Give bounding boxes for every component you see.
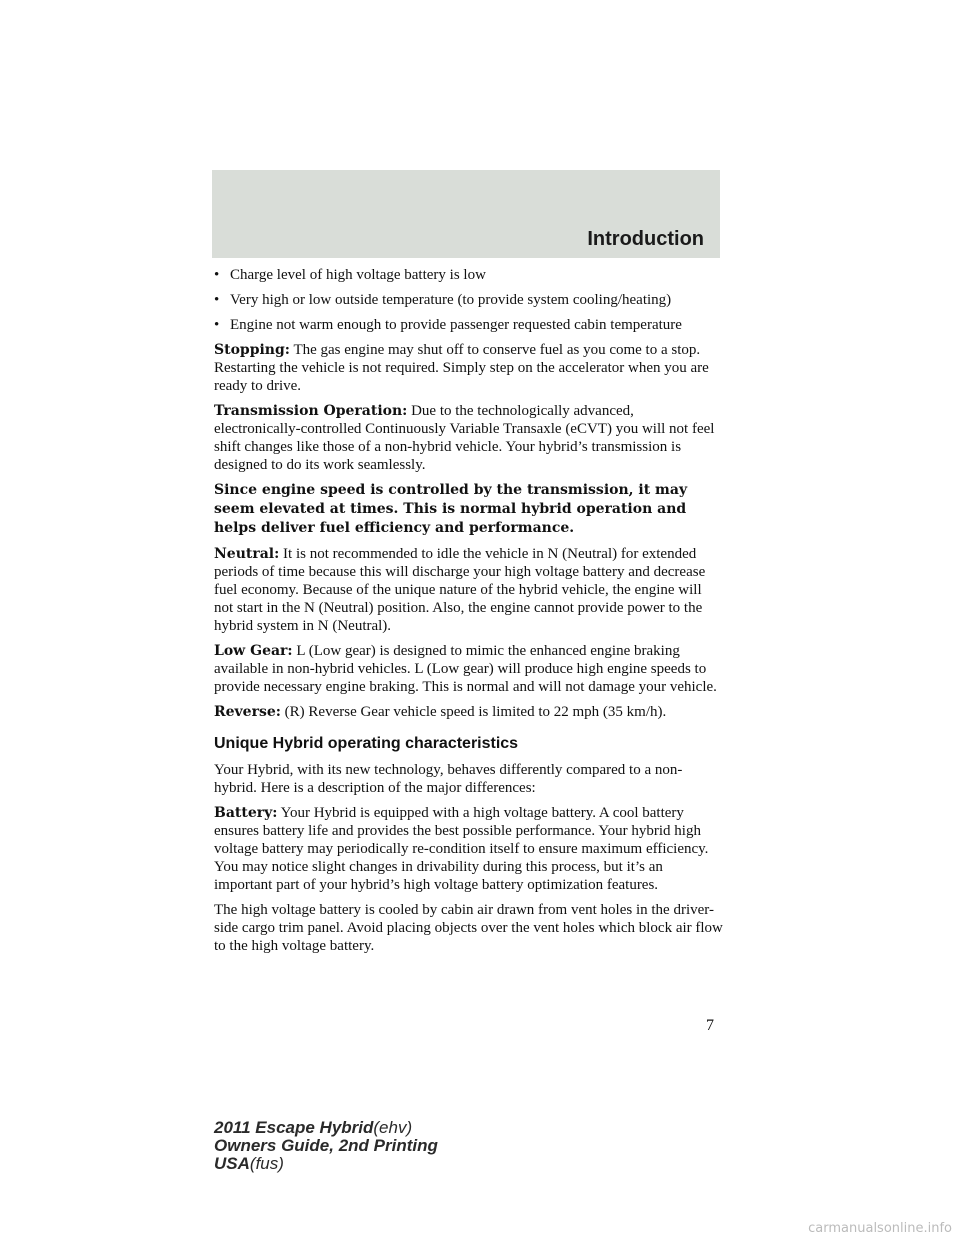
- section-heading: Unique Hybrid operating characteristics: [214, 735, 519, 752]
- reverse-text: (R) Reverse Gear vehicle speed is limited to 22 mph (35 km/h).: [284, 704, 667, 720]
- footer-model-code: (ehv): [373, 1118, 413, 1137]
- footer-line-1: [214, 1119, 438, 1137]
- footer-market: USA: [214, 1154, 250, 1173]
- transmission-lead: Transmission Operation:: [214, 403, 408, 419]
- footer: [214, 1119, 438, 1173]
- reverse-lead: Reverse:: [214, 704, 281, 720]
- list-item: [214, 291, 724, 309]
- list-item: [214, 266, 724, 284]
- low-gear-text: L (Low gear) is designed to mimic the enhanced engine braking available in non-hybrid vehicles. L (Low gear) will produce high engine speeds to provide necessary engine braking. This is normal and will not damage your vehicle.: [214, 643, 717, 695]
- section-header-band: [212, 170, 720, 258]
- page-number: 7: [706, 1017, 714, 1034]
- page-content: [214, 266, 724, 962]
- battery-text: Your Hybrid is equipped with a high voltage battery. A cool battery ensures battery life and provides the best possible performance. Your hybrid high voltage battery may periodically re-condition itself to ensure maximum efficiency. You may notice slight changes in drivability during this process, but it’s an important part of your hybrid’s high voltage battery optimization features.: [214, 805, 709, 893]
- list-item: [214, 316, 724, 334]
- low-gear-lead: Low Gear:: [214, 643, 293, 659]
- bullet-text: Engine not warm enough to provide passenger requested cabin temperature: [230, 317, 682, 333]
- low-gear-paragraph: [214, 642, 724, 696]
- neutral-text: It is not recommended to idle the vehicle in N (Neutral) for extended periods of time because this will discharge your high voltage battery and decrease fuel economy. Because of the unique nature of the hybrid vehicle, the engine will not start in the N (Neutral) position. Also, the engine cannot provide power to the hybrid system in N (Neutral).: [214, 546, 706, 634]
- stopping-paragraph: [214, 341, 724, 395]
- battery-paragraph: [214, 804, 724, 894]
- battery-lead: Battery:: [214, 805, 278, 821]
- footer-line-2: Owners Guide, 2nd Printing: [214, 1136, 438, 1155]
- bullet-icon: •: [214, 292, 220, 308]
- transmission-text: Due to the technologically advanced, electronically-controlled Continuously Variable Transaxle (eCVT) you will not feel shift changes like those of a non-hybrid vehicle. Your hybrid’s transmission is designed to do its work seamlessly.: [214, 403, 715, 473]
- cooling-paragraph: The high voltage battery is cooled by cabin air drawn from vent holes in the driver-side cargo trim panel. Avoid placing objects over the vent holes which block air flow to the high voltage battery.: [214, 902, 723, 954]
- bullet-icon: •: [214, 267, 220, 283]
- reverse-paragraph: [214, 703, 724, 721]
- neutral-lead: Neutral:: [214, 546, 280, 562]
- transmission-paragraph: [214, 402, 724, 474]
- section-intro: Your Hybrid, with its new technology, behaves differently compared to a non-hybrid. Here is a description of the major differences:: [214, 762, 683, 796]
- stopping-lead: Stopping:: [214, 342, 290, 358]
- footer-market-code: (fus): [249, 1154, 284, 1173]
- bullet-text: Very high or low outside temperature (to provide system cooling/heating): [230, 292, 672, 308]
- watermark: carmanualsonline.info: [808, 1221, 952, 1236]
- footer-line-3: [214, 1155, 438, 1173]
- engine-speed-note: Since engine speed is controlled by the transmission, it may seem elevated at times. This is normal hybrid operation and helps deliver fuel efficiency and performance.: [214, 482, 688, 536]
- stopping-text: The gas engine may shut off to conserve fuel as you come to a stop. Restarting the vehicle is not required. Simply step on the accelerator when you are ready to drive.: [214, 342, 709, 394]
- section-title: Introduction: [587, 228, 704, 250]
- footer-model: 2011 Escape Hybrid: [214, 1118, 374, 1137]
- bullet-text: Charge level of high voltage battery is low: [230, 267, 486, 283]
- bullet-icon: •: [214, 317, 220, 333]
- neutral-paragraph: [214, 545, 724, 635]
